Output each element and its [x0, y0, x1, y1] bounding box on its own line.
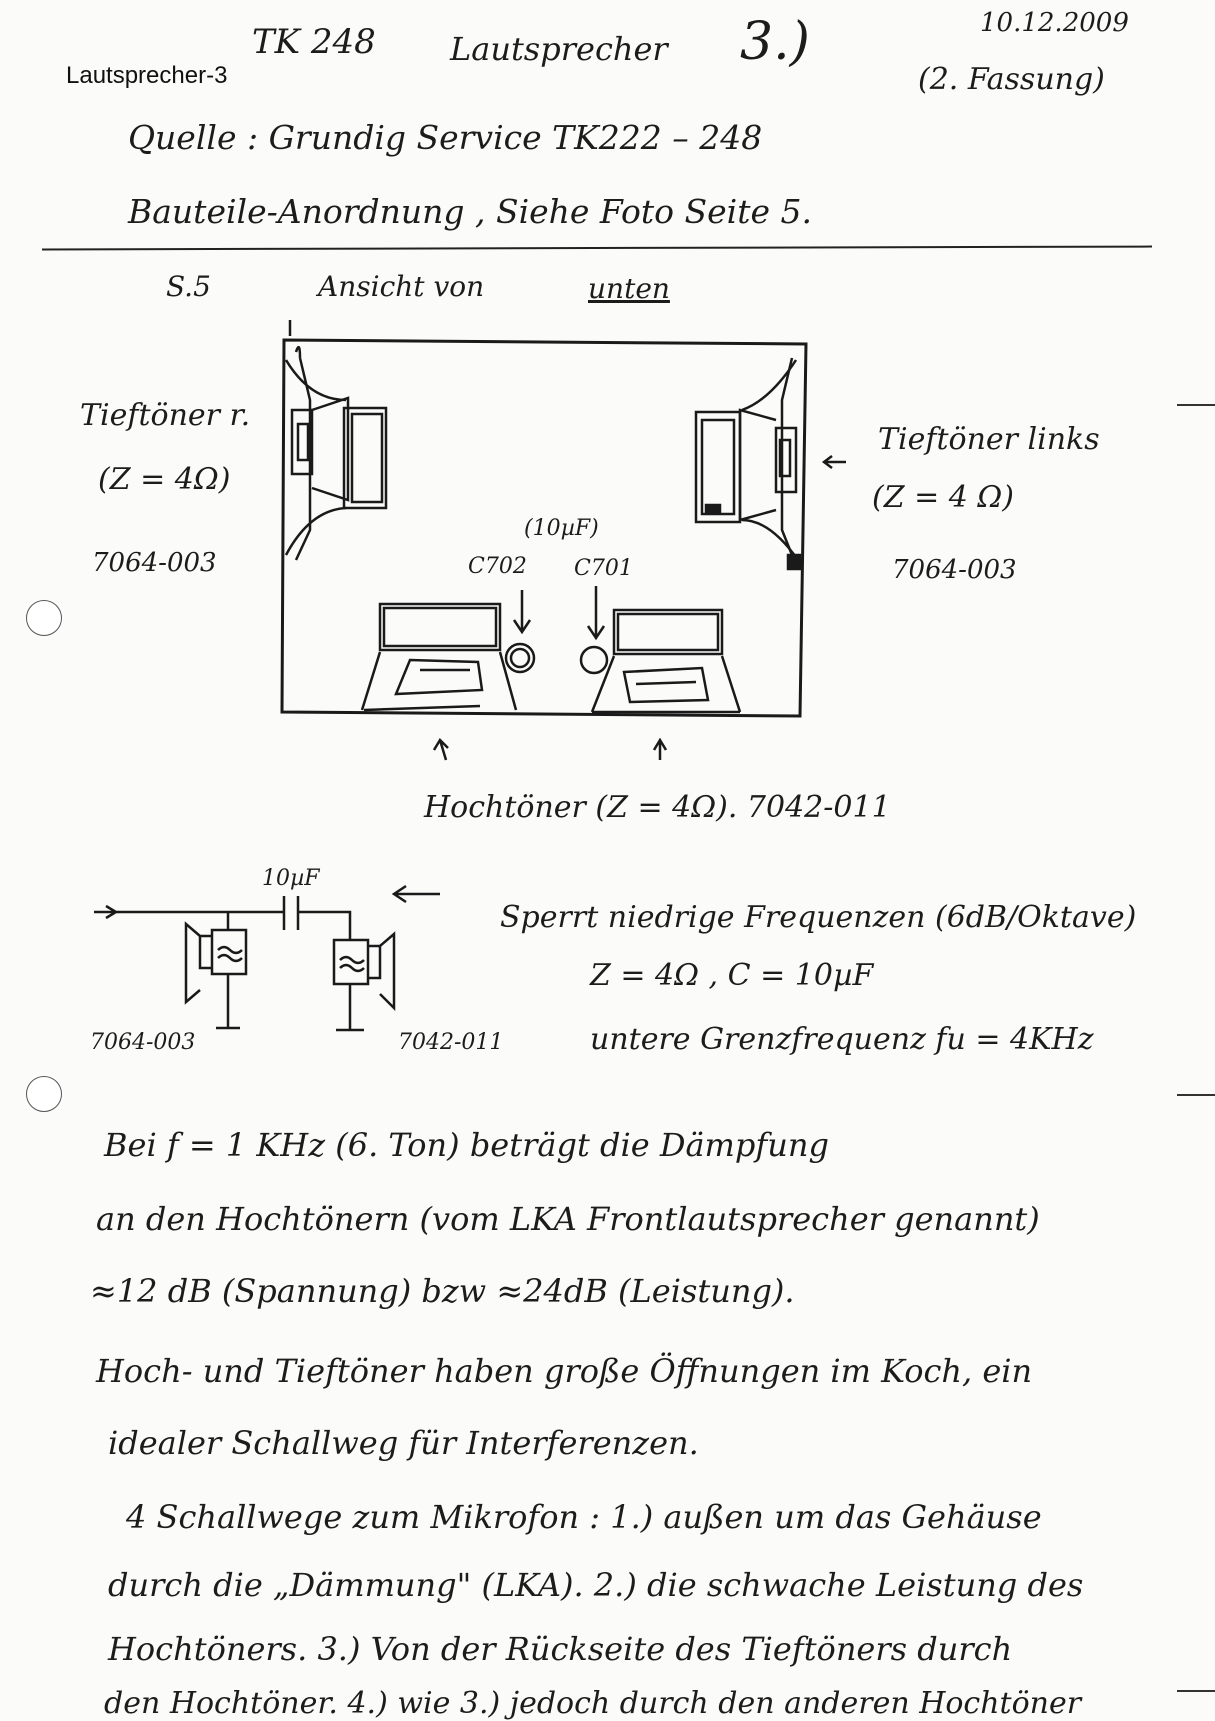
page-marker: 3.)	[740, 12, 810, 72]
view-label: Ansicht von	[318, 270, 485, 303]
body-line-6: 4 Schallwege zum Mikrofon : 1.) außen um das Gehäuse	[126, 1498, 1042, 1536]
circuit-note-3: untere Grenzfrequenz fu = 4KHz	[590, 1022, 1094, 1057]
left-woofer-part: 7064-003	[92, 548, 217, 578]
circuit-left-part: 7064-003	[90, 1030, 196, 1055]
version: (2. Fassung)	[918, 62, 1105, 97]
left-woofer-impedance: (Z = 4Ω)	[98, 462, 231, 497]
right-woofer-name: Tieftöner links	[878, 422, 1100, 457]
circuit-note-2: Z = 4Ω , C = 10µF	[590, 958, 874, 993]
source-line: Quelle : Grundig Service TK222 – 248	[128, 118, 763, 157]
left-woofer-name: Tieftöner r.	[80, 398, 251, 433]
body-line-7: durch die „Dämmung" (LKA). 2.) die schwache Leistung des	[108, 1566, 1084, 1604]
right-woofer-impedance: (Z = 4 Ω)	[872, 480, 1014, 515]
capacitor-value: (10µF)	[524, 516, 599, 541]
punch-hole-top	[26, 600, 62, 636]
circuit-note-1: Sperrt niedrige Frequenzen (6dB/Oktave)	[500, 900, 1137, 935]
body-line-9: den Hochtöner. 4.) wie 3.) jedoch durch den anderen Hochtöner	[104, 1686, 1082, 1721]
c702-label: C702	[468, 554, 527, 579]
circuit-right-part: 7042-011	[398, 1030, 504, 1055]
body-line-2: an den Hochtönern (vom LKA Frontlautsprecher genannt)	[96, 1200, 1040, 1238]
punch-hole-bottom	[26, 1076, 62, 1112]
margin-tick	[1177, 404, 1215, 406]
view-emphasis: unten	[588, 272, 670, 305]
tweeter-label: Hochtöner (Z = 4Ω). 7042-011	[424, 790, 891, 825]
parts-line: Bauteile-Anordnung , Siehe Foto Seite 5.	[128, 192, 812, 231]
title-model: TK 248	[252, 22, 376, 62]
body-line-4: Hoch- und Tieftöner haben große Öffnungen im Koch, ein	[96, 1352, 1033, 1390]
body-line-3: ≈12 dB (Spannung) bzw ≈24dB (Leistung).	[90, 1272, 795, 1310]
date: 10.12.2009	[980, 8, 1129, 38]
body-line-8: Hochtöners. 3.) Von der Rückseite des Tieftöners durch	[108, 1630, 1013, 1668]
document-label: Lautsprecher-3	[66, 62, 228, 89]
margin-tick	[1177, 1094, 1215, 1096]
circuit-cap-label: 10µF	[262, 866, 320, 891]
page-ref: S.5	[166, 270, 211, 303]
right-woofer-part: 7064-003	[892, 555, 1017, 585]
margin-tick	[1177, 1690, 1215, 1692]
body-line-1: Bei f = 1 KHz (6. Ton) beträgt die Dämpfung	[104, 1126, 829, 1164]
body-line-5: idealer Schallweg für Interferenzen.	[108, 1424, 699, 1462]
c701-label: C701	[574, 556, 633, 581]
title-word: Lautsprecher	[450, 30, 668, 68]
